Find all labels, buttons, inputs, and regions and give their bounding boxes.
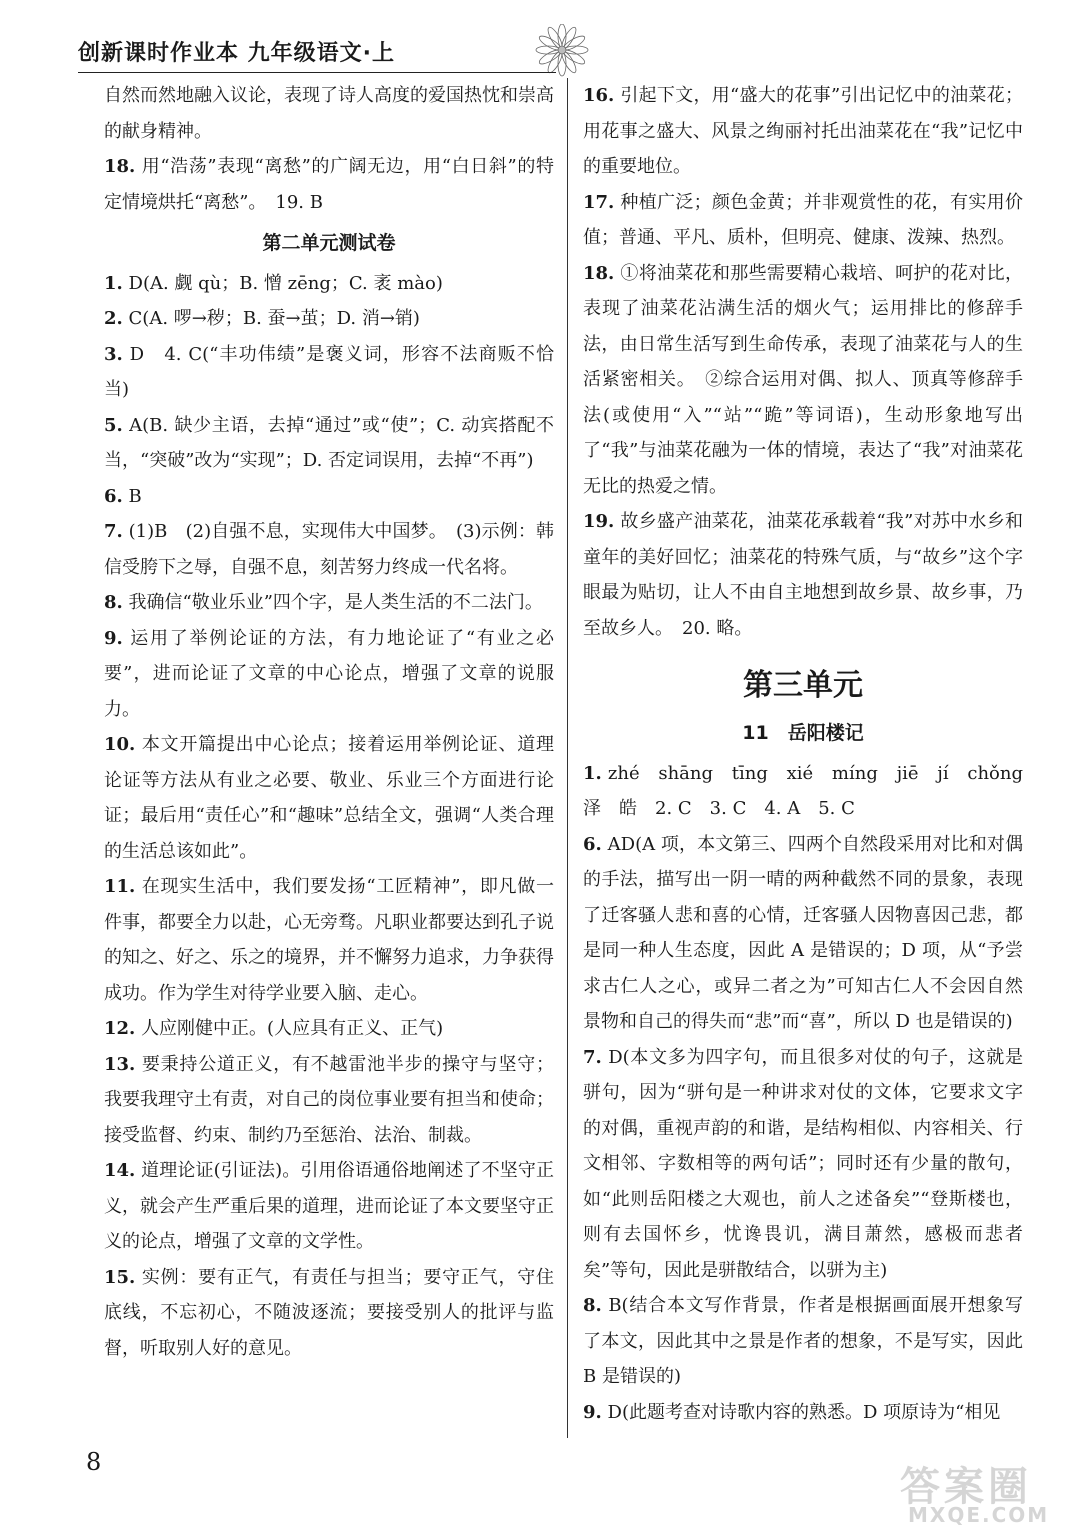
- answer-item: [104, 621, 554, 728]
- answer-number: 19.: [583, 511, 615, 532]
- answer-text: 运用了举例论证的方法，有力地论证了“有业之必要”，进而论证了文章的中心论点，增强了文章的说服力。: [104, 627, 554, 720]
- answer-number: 18.: [104, 156, 136, 177]
- section-heading: 第二单元测试卷: [262, 232, 396, 254]
- answer-item: [104, 1011, 554, 1047]
- answer-text: 要秉持公道正义，有不越雷池半步的操守与坚守；我要我理守土有责，对自己的岗位事业要有担当和使命；接受监督、约束、制约乃至惩治、法治、制裁。: [104, 1053, 554, 1146]
- answer-number: 1.: [583, 762, 602, 784]
- answer-number: 2.: [104, 308, 123, 329]
- answer-text: 故乡盛产油菜花，油菜花承载着“我”对苏中水乡和童年的美好回忆；油菜花的特殊气质，与“故乡”这个字眼最为贴切，让人不由自主地想到故乡景、故乡事，乃至故乡人。 20. 略。: [583, 511, 1023, 639]
- answer-text: 实例：要有正气，有责任与担当；要守正气，守住底线，不忘初心，不随波逐流；要接受别人的批评与监督，听取别人好的意见。: [104, 1266, 554, 1359]
- page-header: [78, 30, 1018, 72]
- answer-item: [583, 1040, 1023, 1289]
- answer-item: [104, 514, 554, 585]
- left-column: [104, 78, 554, 1366]
- answer-number: 7.: [104, 521, 123, 542]
- column-divider: [567, 78, 568, 1438]
- answer-number: 3.: [104, 343, 123, 365]
- answer-number: 13.: [104, 1053, 136, 1075]
- answer-item: [104, 585, 554, 621]
- answer-number: 6.: [104, 485, 123, 507]
- answer-number: 14.: [104, 1160, 136, 1181]
- answer-number: 11.: [104, 876, 136, 897]
- answer-text: B(结合本文写作背景，作者是根据画面展开想象写了本文，因此其中之景是作者的想象，不是写实，因此 B 是错误的): [583, 1295, 1023, 1387]
- answer-number: 18.: [583, 262, 615, 284]
- book-title: 创新课时作业本 九年级语文·上: [78, 41, 396, 66]
- answer-text: 引起下文，用“盛大的花事”引出记忆中的油菜花；用花事之盛大、风景之绚丽衬托出油菜花在“我”记忆中的重要地位。: [583, 85, 1023, 177]
- answer-item: [104, 149, 554, 220]
- answer-item: [104, 1153, 554, 1260]
- answer-number: 5.: [104, 414, 123, 436]
- header-rule: [78, 72, 556, 73]
- answer-item: [104, 1047, 554, 1154]
- answer-number: 16.: [583, 85, 615, 106]
- answer-number: 6.: [583, 833, 602, 855]
- answer-number: 8.: [583, 1295, 602, 1316]
- answer-number: 9.: [583, 1401, 602, 1423]
- answer-item: [104, 1260, 554, 1367]
- answer-item: [583, 756, 1023, 827]
- answer-number: 17.: [583, 191, 615, 213]
- answer-text: 在现实生活中，我们要发扬“工匠精神”，即凡做一件事，都要全力以赴，心无旁骛。凡职业都要达到孔子说的知之、好之、乐之的境界，并不懈努力追求，力争获得成功。作为学生对待学业要入脑、走心。: [104, 876, 554, 1004]
- unit-heading: 第三单元: [743, 668, 863, 703]
- answer-text: (1)B (2)自强不息，实现伟大中国梦。 (3)示例：韩信受胯下之辱，自强不息，刻苦努力终成一代名将。: [104, 521, 554, 578]
- answer-number: 8.: [104, 592, 123, 613]
- page-number: 8: [86, 1448, 102, 1476]
- answer-text: ①将油菜花和那些需要精心栽培、呵护的花对比，表现了油菜花沾满生活的烟火气；运用排比的修辞手法，由日常生活写到生命传承，表现了油菜花与人的生活紧密相关。 ②综合运用对偶、拟人、顶真等修辞手法(或使用“入”“站”“跪”等词语)，生动形象地写出了“我”与油菜花融为一体的情境，表达了“我”对油菜花无比的热爱之情。: [583, 262, 1023, 497]
- answer-item: [583, 185, 1023, 256]
- answer-text: 自然而然地融入议论，表现了诗人高度的爱国热忱和崇高的献身精神。: [104, 85, 554, 142]
- answer-text: 用“浩荡”表现“离愁”的广阔无边，用“白日斜”的特定情境烘托“离愁”。 19. B: [104, 156, 554, 213]
- answer-text: 人应刚健中正。(人应具有正义、正气): [141, 1018, 444, 1039]
- answer-item: [104, 408, 554, 479]
- answer-item: [583, 1288, 1023, 1395]
- answer-item: [104, 266, 554, 302]
- answer-item: [583, 827, 1023, 1040]
- answer-text: D(本文多为四字句，而且很多对仗的句子，这就是骈句，因为“骈句是一种讲求对仗的文体，它要求文字的对偶，重视声韵的和谐，是结构相似、内容相关、行文相邻、字数相等的两句话”；同时还有少量的散句，如“此则岳阳楼之大观也，前人之述备矣”“登斯楼也，则有去国怀乡，忧谗畏讥，满目萧然，感极而悲者矣”等句，因此是骈散结合，以骈为主): [583, 1046, 1023, 1281]
- answer-text: zhé shāng tīng xié míng jiē jí chǒng 泽 皓 2. C 3. C 4. A 5. C: [583, 762, 1023, 819]
- answer-text: 本文开篇提出中心论点；接着运用举例论证、道理论证等方法从有业之必要、敬业、乐业三个方面进行论证；最后用“责任心”和“趣味”总结全文，强调“人类合理的生活总该如此”。: [104, 734, 554, 862]
- lesson-heading: 11 岳阳楼记: [742, 722, 864, 744]
- answer-item: [104, 301, 554, 337]
- answer-text: 种植广泛；颜色金黄；并非观赏性的花，有实用价值；普通、平凡、质朴，但明亮、健康、泼辣、热烈。: [583, 191, 1023, 248]
- answer-text: A(B. 缺少主语，去掉“通过”或“使”；C. 动宾搭配不当，“突破”改为“实现”；D. 否定词误用，去掉“不再”): [104, 414, 554, 471]
- answer-item: [104, 78, 554, 149]
- answer-item: [583, 256, 1023, 505]
- answer-text: 道理论证(引证法)。引用俗语通俗地阐述了不坚守正义，就会产生严重后果的道理，进而论证了本文要坚守正义的论点，增强了文章的文学性。: [104, 1160, 554, 1252]
- answer-text: D 4. C(“丰功伟绩”是褒义词，形容不法商贩不恰当): [104, 343, 554, 400]
- answer-number: 7.: [583, 1046, 602, 1068]
- right-column: [583, 78, 1023, 1430]
- answer-text: 我确信“敬业乐业”四个字，是人类生活的不二法门。: [128, 592, 543, 613]
- answer-text: C(A. 啰→秽；B. 蚕→茧；D. 消→销): [128, 308, 420, 329]
- watermark-url: MXQE.COM: [908, 1503, 1050, 1527]
- answer-item: [104, 479, 554, 515]
- answer-number: 10.: [104, 734, 136, 755]
- answer-number: 12.: [104, 1018, 136, 1039]
- answer-item: [583, 1395, 1023, 1431]
- watermark: [900, 1455, 1060, 1530]
- answer-text: AD(A 项，本文第三、四两个自然段采用对比和对偶的手法，描写出一阴一晴的两种截然不同的景象，表现了迁客骚人悲和喜的心情，迁客骚人因物喜因己悲，都是同一种人生态度，因此 A 是错误的；D 项，从“予尝求古仁人之心，或异二者之为”可知古仁人不会因自然景物和自己的得失而“悲”而“喜”，所以 D 也是错误的): [583, 833, 1023, 1032]
- answer-text: B: [128, 485, 142, 507]
- watermark-logo-text: 答案圈: [900, 1464, 1032, 1510]
- answer-number: 15.: [104, 1266, 136, 1288]
- answer-item: [104, 869, 554, 1011]
- answer-text: D(A. 觑 qù；B. 憎 zēng；C. 袤 mào): [128, 272, 443, 294]
- answer-text: D(此题考查对诗歌内容的熟悉。D 项原诗为“相见: [607, 1401, 1001, 1423]
- answer-item: [104, 727, 554, 869]
- answer-number: 1.: [104, 272, 123, 294]
- answer-item: [583, 504, 1023, 646]
- answer-item: [583, 78, 1023, 185]
- answer-item: [104, 337, 554, 408]
- answer-number: 9.: [104, 627, 123, 649]
